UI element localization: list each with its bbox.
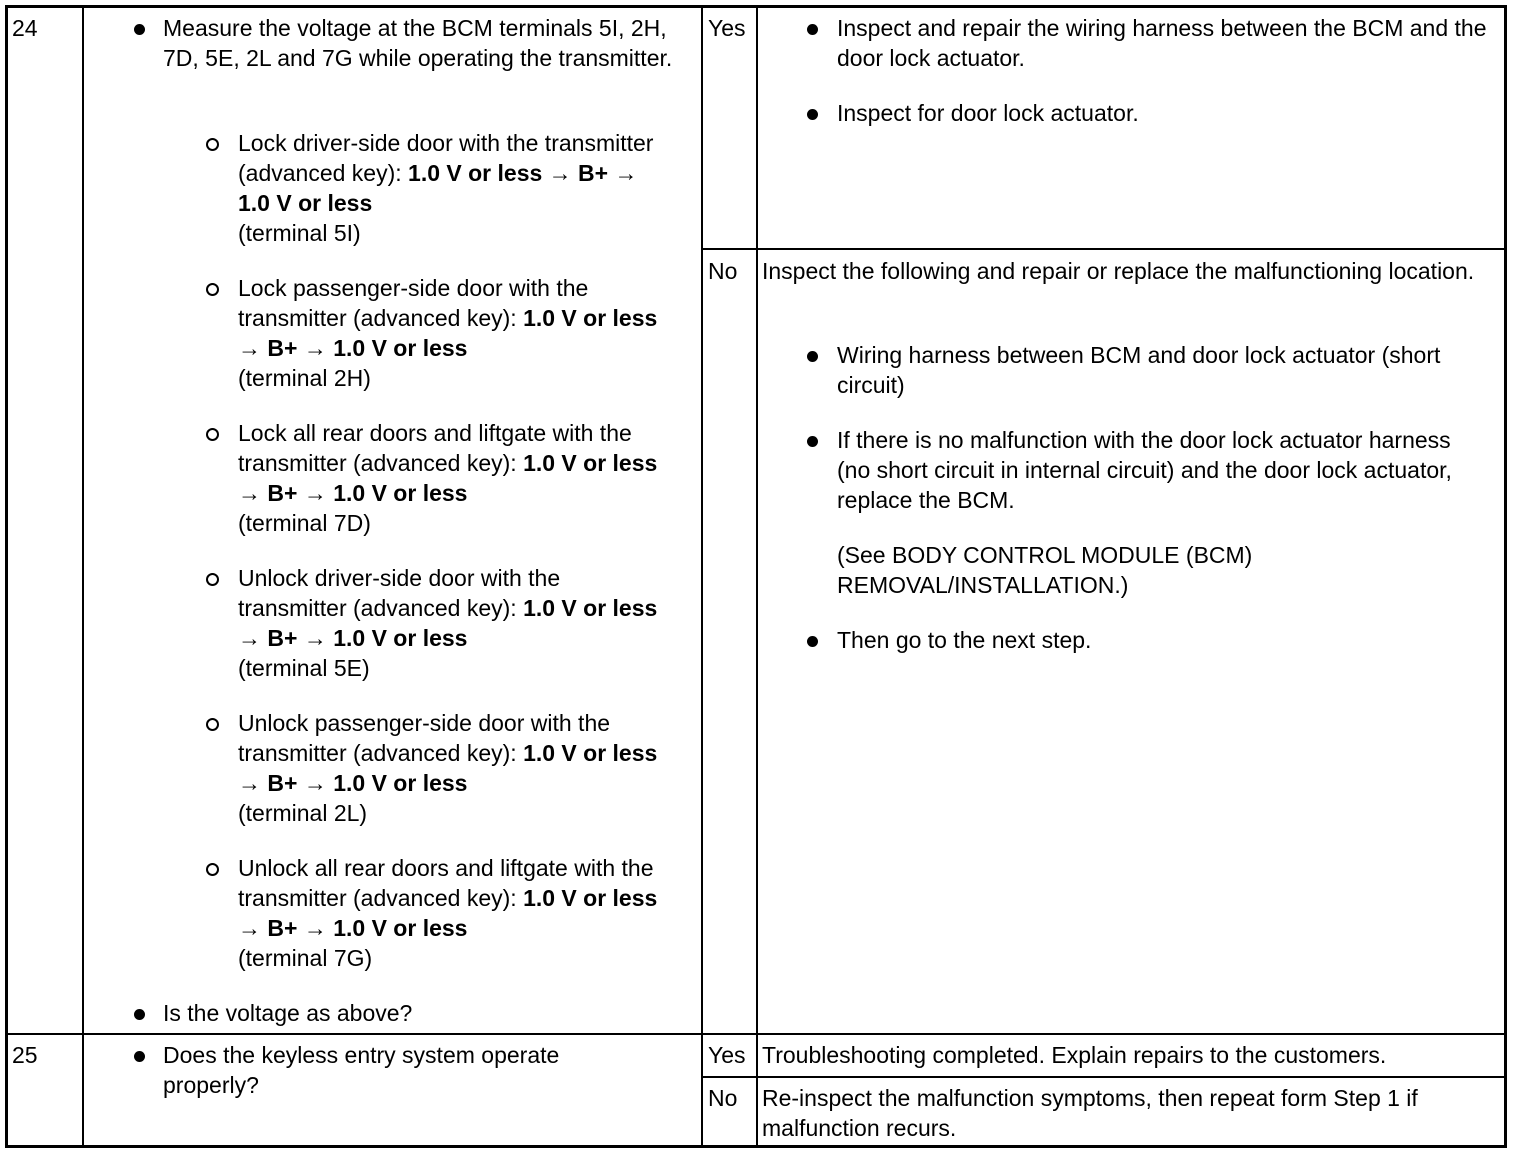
step-number: 25 [12,1042,38,1068]
inspection-intro: Measure the voltage at the BCM terminals 5I, 2H, 7D, 5E, 2L and 7G while operating the transmitter. [163,15,673,71]
no-action: Re-inspect the malfunction symptoms, then repeat form Step 1 if malfunction recurs. [762,1085,1418,1141]
bullet-icon [807,351,818,362]
inspection-item: Unlock passenger-side door with the transmitter (advanced key): 1.0 V or less → B+ → 1.0 V or less (terminal 2L) [238,710,658,826]
no-action: Then go to the next step. [837,627,1092,653]
column-divider [82,8,84,1145]
bullet-icon [807,636,818,647]
inspection-question: Does the keyless entry system operate properly? [163,1042,560,1098]
yes-action: Troubleshooting completed. Explain repairs to the customers. [762,1042,1387,1068]
bullet-icon [807,24,818,35]
yes-action: Inspect and repair the wiring harness between the BCM and the door lock actuator. [837,15,1487,71]
inspection-item: Lock all rear doors and liftgate with the transmitter (advanced key): 1.0 V or less → B+ → 1.0 V or less (terminal 7D) [238,420,658,536]
sub-bullet-icon [206,573,219,586]
no-label: No [708,258,738,284]
bullet-icon [134,1009,145,1020]
no-action: Wiring harness between BCM and door lock actuator (short circuit) [837,342,1441,398]
sub-bullet-icon [206,283,219,296]
no-intro: Inspect the following and repair or replace the malfunctioning location. [762,258,1475,284]
sub-bullet-icon [206,428,219,441]
bullet-icon [134,1051,145,1062]
sub-bullet-icon [206,718,219,731]
column-divider [756,8,758,1145]
row-divider [8,1033,1504,1035]
bullet-icon [807,109,818,120]
yes-action: Inspect for door lock actuator. [837,100,1139,126]
inspection-item: Unlock driver-side door with the transmitter (advanced key): 1.0 V or less → B+ → 1.0 V or less (terminal 5E) [238,565,658,681]
inspection-item: Unlock all rear doors and liftgate with the transmitter (advanced key): 1.0 V or less → B+ → 1.0 V or less (terminal 7G) [238,855,658,971]
inspection-item: Lock passenger-side door with the transmitter (advanced key): 1.0 V or less → B+ → 1.0 V or less (terminal 2H) [238,275,658,391]
inspection-item: Lock driver-side door with the transmitter (advanced key): 1.0 V or less → B+ → 1.0 V or less (terminal 5I) [238,130,654,246]
row-divider [701,1076,1504,1078]
row-divider [701,248,1504,250]
yes-label: Yes [708,1042,746,1068]
reference-note: (See BODY CONTROL MODULE (BCM) REMOVAL/INSTALLATION.) [837,542,1253,598]
sub-bullet-icon [206,138,219,151]
step-number: 24 [12,15,38,41]
no-label: No [708,1085,738,1111]
sub-bullet-icon [206,863,219,876]
no-action: If there is no malfunction with the door lock actuator harness (no short circuit in internal circuit) and the door lock actuator, replace the BCM. [837,427,1452,513]
bullet-icon [134,24,145,35]
yes-label: Yes [708,15,746,41]
column-divider [701,8,703,1145]
inspection-question: Is the voltage as above? [163,1000,413,1026]
bullet-icon [807,436,818,447]
